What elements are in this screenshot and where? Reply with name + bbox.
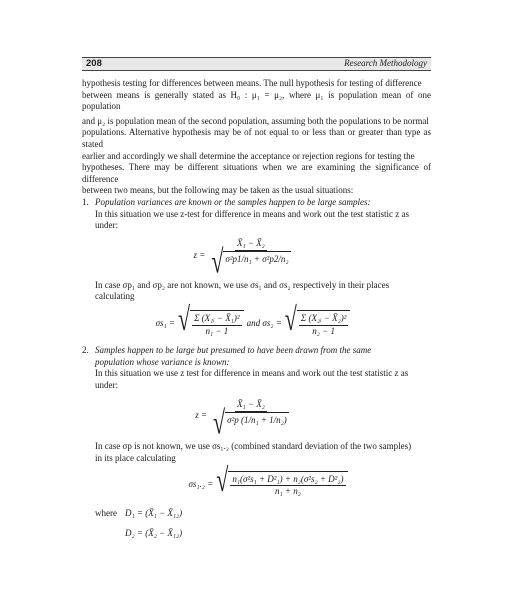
intro-line: hypothesis testing for differences between means. The null hypothesis for testing of difference [82,78,422,88]
intro-line: between two means, but the following may be taken as the usual situations: [82,185,354,196]
item-title: Population variances are known or the samples happen to be large samples: [95,196,371,207]
intro-line: and μ₂ is population mean of the second population, assuming both the populations to be normal [82,115,429,126]
comb-numerator: n₁(σ²s₁ + D²₁) + n₂(σ²s₂ + D²₂) [230,474,345,487]
and-text: and σs₂ = [246,318,282,329]
intro-line: hypotheses. There may be different situations when we are examining the significance of difference [82,162,431,184]
eq-lhs: z = [193,249,206,260]
eq-denominator: √ σ²p (1/n₁ + 1/n₂) [213,403,287,441]
eq-fraction [209,238,292,281]
list-item-2 [82,344,431,540]
item-text: under: [95,379,118,390]
combined-sd-equation: σs₁.₂ = √ $\frac{\text{n₁(σ²s₁ + D²₁) + n₂(σ²s₂ + D²₂)}}{\text{n₁ + n₂}}$ [105,464,431,504]
intro-paragraph [82,78,431,197]
eq-denominator: √ σ²p1/n₁ + σ²p2/n₂ [211,242,289,281]
eq-radicand: σ²p1/n₁ + σ²p2/n₂ [223,251,290,273]
d2-definition: D₂ = (X̄₂ − X̄₁₂) [125,528,183,539]
incase-text: in its place calculating [95,452,176,463]
incase-text: In case σp₁ and σp₂ are not known, we use σs₁ and σs₂ respectively in their places [95,279,390,290]
intro-line: earlier and accordingly we shall determine the acceptance or rejection regions for testing the [82,150,415,161]
eq-radicand: σ²p (1/n₁ + 1/n₂) [225,412,289,434]
z-equation-1 [55,232,431,280]
item-text: In this situation we use z test for difference in means and work out the test statistic z as [95,368,409,379]
sd1-numerator: Σ (X₁ᵢ − X̄₁)² [192,313,242,326]
item-text: In this situation we use z-test for difference in means and work out the test statistic z as [95,208,409,219]
comb-lhs: σs₁.₂ = [188,478,214,489]
eq-lhs: z = [195,410,208,421]
page-number: 208 [86,58,102,70]
where-label: where [95,508,117,519]
item-number: 2. [82,344,89,355]
sd-equations: σs₁ = √ $\frac{\text{Σ (X₁ᵢ − X̄₁)²}}{\text{n₁ − 1}}$ and σs₂ = √ $\frac{\text{Σ (X₂ᵢ − X̄₂)²}}{\text{n₂ − 1}}$ [75,303,431,345]
incase-text: In case σp is not known, we use σs₁.₂ (combined standard deviation of the two samples) [95,441,412,452]
page-body [82,78,431,540]
eq-numerator: X̄₁ − X̄₂ [235,399,267,412]
sd1-lhs: σs₁ = [155,318,175,329]
incase-text: calculating [95,291,135,302]
sd2-denominator: n₂ − 1 [312,325,335,336]
sd2-numerator: Σ (X₂ᵢ − X̄₂)² [299,313,349,326]
eq-numerator: X̄₁ − X̄₂ [235,238,267,251]
z-equation-2 [55,391,431,441]
d1-definition: D₁ = (X̄₁ − X̄₁₂) [125,508,183,519]
intro-line: populations. Alternative hypothesis may be of not equal to or less than or greater than type as stated [82,127,431,149]
page-header [82,57,431,71]
item-title: Samples happen to be large but presumed to have been drawn from the same [95,344,372,355]
intro-line: between means is generally stated as H₀ : μ₁ = μ₂, where μ₁ is population mean of one population [82,89,431,112]
item-title: population whose variance is known: [95,356,230,367]
comb-denominator: n₁ + n₂ [275,486,301,497]
eq-fraction [211,398,291,441]
item-text: under: [95,220,118,231]
sd1-denominator: n₁ − 1 [205,325,229,336]
item-number: 1. [82,196,89,207]
where-block [95,508,431,539]
running-title: Research Methodology [344,58,427,69]
list-item-1 [82,196,431,345]
